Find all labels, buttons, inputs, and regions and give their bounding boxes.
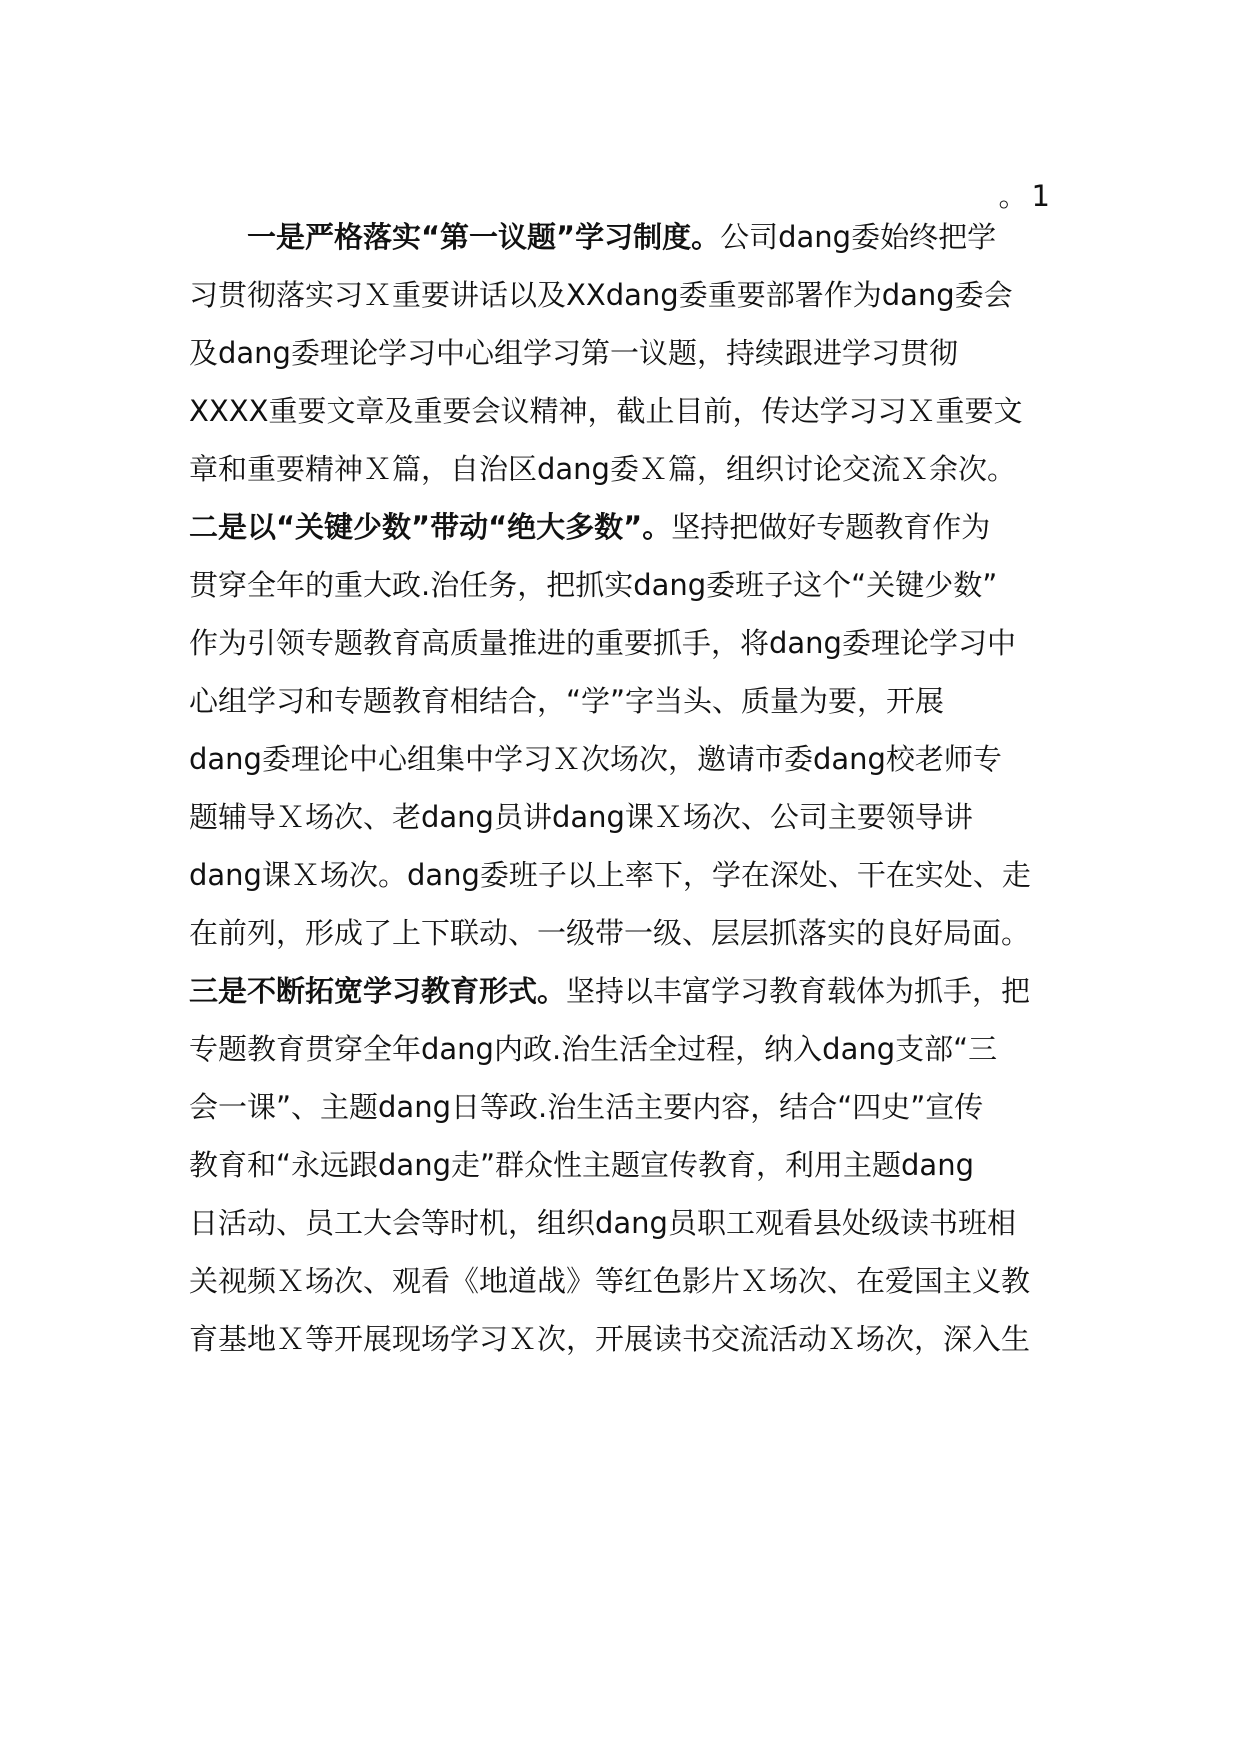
paragraph-line: 及dang委理论学习中心组学习第一议题，持续跟进学习贯彻 — [189, 336, 958, 370]
paragraph-line: 教育和“永远跟dang走”群众性主题宣传教育，利用主题dang — [189, 1148, 974, 1182]
paragraph-line: 一是严格落实“第一议题”学习制度。公司dang委始终把学 — [247, 220, 997, 254]
paragraph-line: 心组学习和专题教育相结合，“学”字当头、质量为要，开展 — [189, 684, 945, 718]
page-marker: 。1 — [998, 179, 1054, 213]
paragraph-line: 作为引领专题教育高质量推进的重要抓手，将dang委理论学习中 — [189, 626, 1016, 660]
paragraph-line: XXXX重要文章及重要会议精神，截止目前，传达学习习Ｘ重要文 — [189, 394, 1023, 428]
paragraph-line: 章和重要精神Ｘ篇，自治区dang委Ｘ篇，组织讨论交流Ｘ余次。 — [189, 452, 1016, 486]
paragraph-line: dang委理论中心组集中学习Ｘ次场次，邀请市委dang校老师专 — [189, 742, 1002, 776]
paragraph-line: 二是以“关键少数”带动“绝大多数”。坚持把做好专题教育作为 — [189, 510, 991, 544]
paragraph-line: 会一课”、主题dang日等政.治生活主要内容，结合“四史”宣传 — [189, 1090, 984, 1124]
paragraph-line: 育基地Ｘ等开展现场学习Ｘ次，开展读书交流活动Ｘ场次，深入生 — [189, 1322, 1031, 1356]
paragraph-line: 贯穿全年的重大政.治任务，把抓实dang委班子这个“关键少数” — [189, 568, 998, 602]
paragraph-line: 关视频Ｘ场次、观看《地道战》等红色影片Ｘ场次、在爱国主义教 — [189, 1264, 1031, 1298]
heading-two: 二是以“关键少数”带动“绝大多数”。 — [189, 510, 672, 544]
paragraph-line: 专题教育贯穿全年dang内政.治生活全过程，纳入dang支部“三 — [189, 1032, 998, 1066]
paragraph-line: dang课Ｘ场次。dang委班子以上率下，学在深处、干在实处、走 — [189, 858, 1031, 892]
paragraph-line: 题辅导Ｘ场次、老dang员讲dang课Ｘ场次、公司主要领导讲 — [189, 800, 973, 834]
paragraph-line: 习贯彻落实习Ｘ重要讲话以及XXdang委重要部署作为dang委会 — [189, 278, 1013, 312]
heading-three: 三是不断拓宽学习教育形式。 — [189, 974, 567, 1008]
heading-one: 一是严格落实“第一议题”学习制度。 — [247, 220, 721, 254]
paragraph-line: 在前列，形成了上下联动、一级带一级、层层抓落实的良好局面。 — [189, 916, 1031, 950]
paragraph-line: 三是不断拓宽学习教育形式。坚持以丰富学习教育载体为抓手，把 — [189, 974, 1031, 1008]
paragraph-line: 日活动、员工大会等时机，组织dang员职工观看县处级读书班相 — [189, 1206, 1016, 1240]
